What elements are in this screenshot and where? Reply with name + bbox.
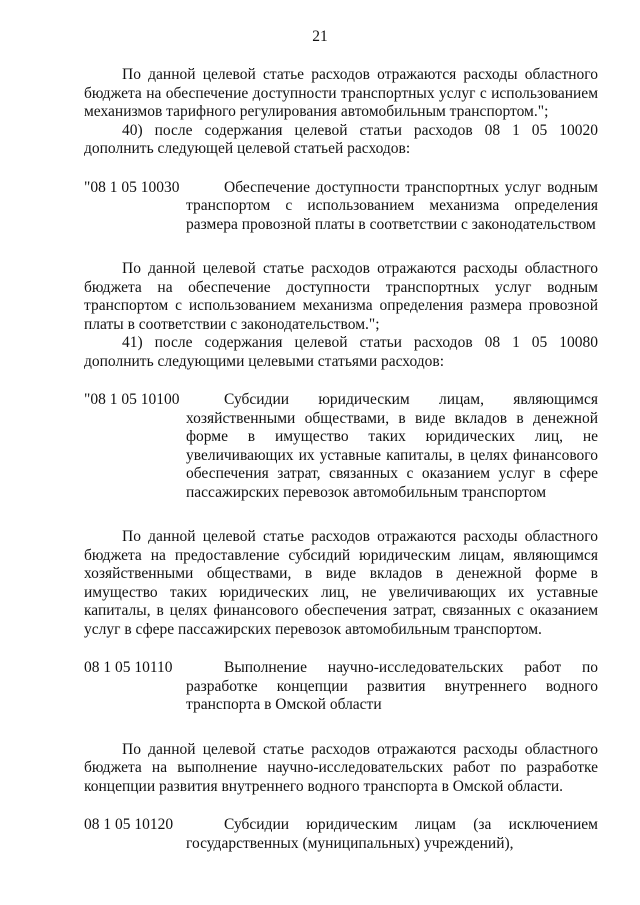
entry-code: 08 1 05 10120 — [84, 816, 174, 833]
document-body — [84, 66, 598, 853]
entry-code: 08 1 05 10110 — [84, 659, 173, 676]
paragraph-1: По данной целевой статье расходов отражаются расходы областного бюджета на обеспечение доступности транспортных услуг с использованием механизмов тарифного регулирования автомобильным транспортом."; — [84, 66, 598, 120]
budget-entry-10100 — [84, 391, 598, 502]
budget-entry-10120 — [84, 816, 598, 853]
budget-entry-10110 — [84, 659, 598, 715]
entry-description: Обеспечение доступности транспортных услуг водным транспортом с использованием механизма определения размера провозной платы в соответствии с законодательством — [186, 178, 598, 233]
entry-description: Субсидии юридическим лицам, являющимся хозяйственными обществами, в виде вкладов в денежной форме в имущество таких юридических лиц, не увеличивающих их уставные капиталы, в целях финансового обеспечения затрат, связанных с оказанием услуг в сфере пассажирских перевозок автомобильным транспортом — [186, 391, 598, 501]
entry-code: "08 1 05 10030 — [84, 178, 180, 196]
entry-code: "08 1 05 10100 — [84, 391, 180, 408]
page-number: 21 — [312, 28, 328, 45]
paragraph-5: По данной целевой статье расходов отражаются расходы областного бюджета на предоставление субсидий юридическим лицам, являющимся хозяйственными обществами, в виде вкладов в денежной форме в имущество таких юридических лиц, не увеличивающих их уставные капиталы, в целях финансового обеспечения затрат, связанных с оказанием услуг в сфере пассажирских перевозок автомобильным транспортом. — [84, 528, 598, 638]
budget-entry-10030 — [84, 179, 598, 235]
paragraph-4: 41) после содержания целевой статьи расходов 08 1 05 10080 дополнить следующими целевыми статьями расходов: — [84, 334, 598, 370]
paragraph-6: По данной целевой статье расходов отражаются расходы областного бюджета на выполнение научно-исследовательских работ по разработке концепции развития внутреннего водного транспорта в Омской области. — [84, 740, 598, 795]
entry-description: Субсидии юридическим лицам (за исключением государственных (муниципальных) учреждений), — [186, 816, 598, 852]
paragraph-2: 40) после содержания целевой статьи расходов 08 1 05 10020 дополнить следующей целевой статьей расходов: — [84, 121, 598, 157]
paragraph-3: По данной целевой статье расходов отражаются расходы областного бюджета на обеспечение доступности транспортных услуг водным транспортом с использованием механизма определения размера провозной платы в соответствии с законодательством."; — [84, 260, 598, 333]
entry-description: Выполнение научно-исследовательских работ по разработке концепции развития внутреннего водного транспорта в Омской области — [186, 659, 598, 713]
